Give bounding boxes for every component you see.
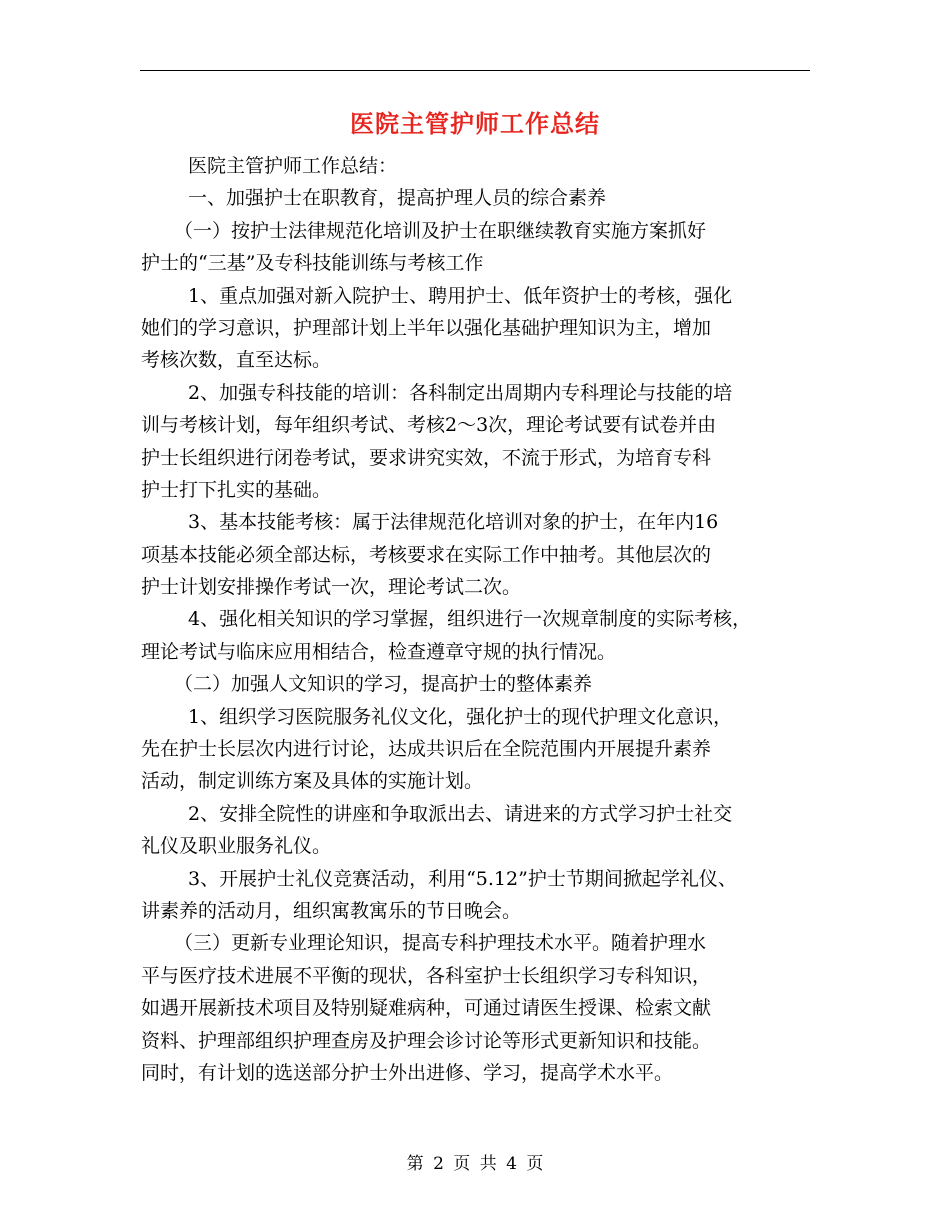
text-line: 如遇开展新技术项目及特别疑难病种，可通过请医生授课、检索文献 (141, 997, 712, 1020)
text-line: 考核次数，直至达标。 (141, 349, 332, 372)
text-line: 2、加强专科技能的培训：各科制定出周期内专科理论与技能的培 (188, 381, 733, 404)
text-line: 3、开展护士礼仪竞赛活动，利用“5.12”护士节期间掀起学礼仪、 (188, 867, 737, 890)
text-line: 平与医疗技术进展不平衡的现状，各科室护士长组织学习专科知识， (141, 964, 712, 987)
page-footer: 第 2 页 共 4 页 (406, 1154, 544, 1174)
text-line: 1、重点加强对新入院护士、聘用护士、低年资护士的考核，强化 (188, 284, 733, 307)
text-line: 护士打下扎实的基础。 (141, 478, 332, 501)
text-line: 她们的学习意识，护理部计划上半年以强化基础护理知识为主，增加 (141, 316, 712, 339)
text-line: 护士的“三基”及专科技能训练与考核工作 (141, 252, 484, 275)
text-line: 资料、护理部组织护理查房及护理会诊讨论等形式更新知识和技能。 (141, 1029, 712, 1052)
text-line: 一、加强护士在职教育，提高护理人员的综合素养 (188, 187, 607, 210)
text-line: 训与考核计划，每年组织考试、考核2～3次，理论考试要有试卷并由 (141, 414, 717, 437)
text-line: 项基本技能必须全部达标，考核要求在实际工作中抽考。其他层次的 (141, 543, 712, 566)
header-rule (140, 70, 810, 71)
text-line: 护士长组织进行闭卷考试，要求讲究实效，不流于形式，为培育专科 (141, 446, 712, 469)
text-line: 礼仪及职业服务礼仪。 (141, 835, 332, 858)
document-body (141, 150, 813, 1089)
text-line: （二）加强人文知识的学习，提高护士的整体素养 (174, 673, 593, 696)
text-line: 医院主管护师工作总结： (188, 155, 398, 177)
text-line: 4、强化相关知识的学习掌握，组织进行一次规章制度的实际考核， (188, 608, 752, 631)
text-line: 2、安排全院性的讲座和争取派出去、请进来的方式学习护士社交 (188, 802, 733, 825)
text-line: 活动，制定训练方案及具体的实施计划。 (141, 770, 484, 793)
text-line: 先在护士长层次内进行讨论，达成共识后在全院范围内开展提升素养 (141, 738, 712, 761)
document-title: 医院主管护师工作总结 (350, 109, 600, 138)
text-line: 1、组织学习医院服务礼仪文化，强化护士的现代护理文化意识， (188, 705, 733, 728)
text-line: 同时，有计划的选送部分护士外出进修、学习，提高学术水平。 (141, 1061, 674, 1084)
text-line: 理论考试与临床应用相结合，检查遵章守规的执行情况。 (141, 640, 617, 663)
text-line: 3、基本技能考核：属于法律规范化培训对象的护士，在年内16 (188, 511, 719, 534)
text-line: 护士计划安排操作考试一次，理论考试二次。 (141, 576, 522, 599)
text-line: （三）更新专业理论知识，提高专科护理技术水平。随着护理水 (174, 932, 707, 955)
text-line: （一）按护士法律规范化培训及护士在职继续教育实施方案抓好 (174, 219, 707, 242)
text-line: 讲素养的活动月，组织寓教寓乐的节日晚会。 (141, 899, 522, 922)
